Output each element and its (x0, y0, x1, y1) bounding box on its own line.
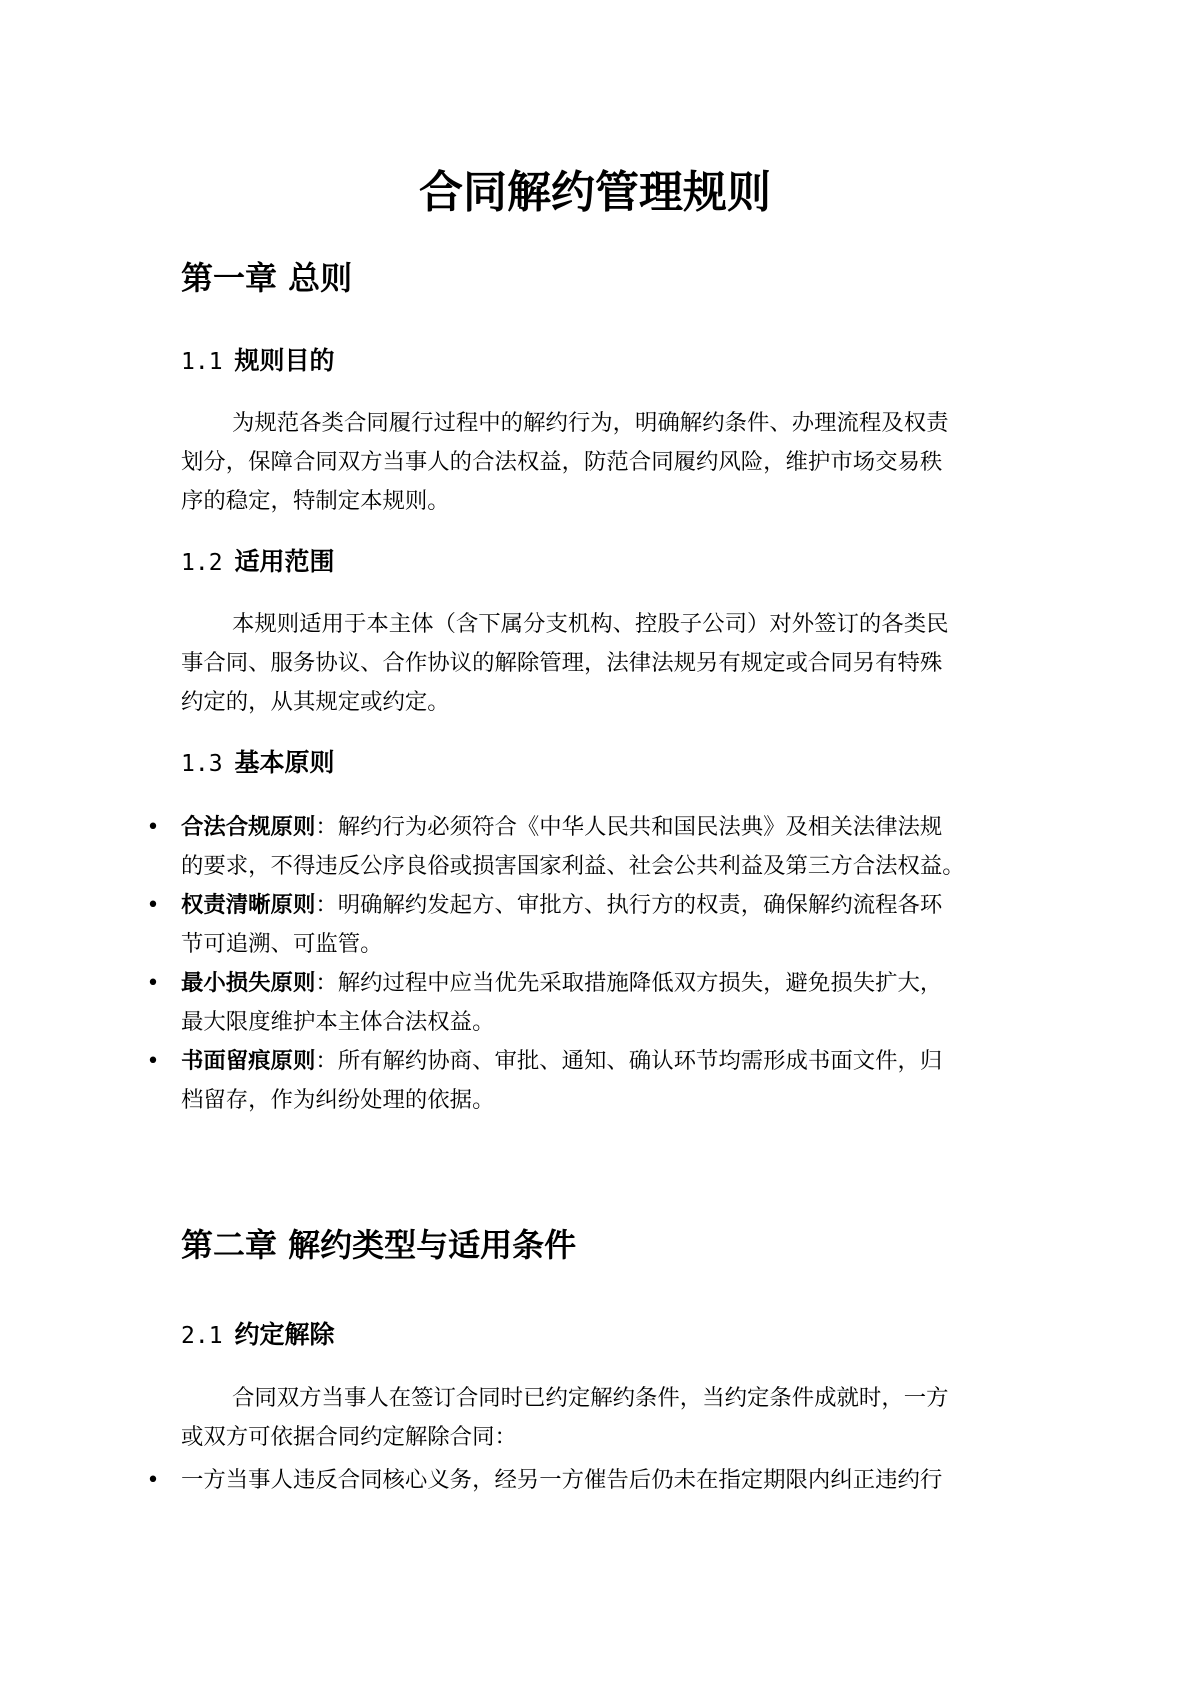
chapter-1-heading: 第一章 总则 (181, 259, 353, 297)
list-item (146, 886, 1013, 964)
chapter-2-heading: 第二章 解约类型与适用条件 (181, 1226, 577, 1264)
list-item-line: 节可追溯、可监管。 (181, 931, 383, 957)
section-1-1-paragraph (181, 404, 1013, 521)
section-number: 1.2 (181, 550, 223, 576)
paragraph-line: 划分，保障合同双方当事人的合法权益，防范合同履约风险，维护市场交易秩 (181, 449, 943, 475)
section-1-3-heading (181, 746, 335, 781)
bullet-icon: • (146, 815, 160, 840)
list-item-text: ：所有解约协商、审批、通知、确认环节均需形成书面文件，归 (315, 1048, 943, 1074)
paragraph-line: 事合同、服务协议、合作协议的解除管理，法律法规另有规定或合同另有特殊 (181, 650, 943, 676)
list-item-line: 档留存，作为纠纷处理的依据。 (181, 1087, 495, 1113)
list-item-lead: 最小损失原则 (181, 970, 316, 996)
list-item-line: 的要求，不得违反公序良俗或损害国家利益、社会公共利益及第三方合法权益。 (181, 853, 965, 879)
section-title: 适用范围 (234, 547, 335, 576)
bullet-icon: • (146, 1049, 160, 1074)
list-item-text: ：明确解约发起方、审批方、执行方的权责，确保解约流程各环 (315, 892, 943, 918)
paragraph-line: 合同双方当事人在签订合同时已约定解约条件，当约定条件成就时，一方 (232, 1385, 949, 1411)
section-1-2-heading (181, 545, 335, 580)
list-item-text: ：解约过程中应当优先采取措施降低双方损失，避免损失扩大， (315, 970, 943, 996)
bullet-icon: • (146, 971, 160, 996)
list-item-line (181, 964, 1013, 1003)
list-item (146, 808, 1013, 886)
section-title: 规则目的 (234, 346, 335, 375)
termination-conditions-list (146, 1461, 1013, 1500)
section-number: 1.1 (181, 349, 223, 375)
document-title: 合同解约管理规则 (419, 167, 771, 218)
list-item-line: 最大限度维护本主体合法权益。 (181, 1009, 495, 1035)
paragraph-line: 本规则适用于本主体（含下属分支机构、控股子公司）对外签订的各类民 (232, 611, 949, 637)
section-title: 基本原则 (234, 748, 335, 777)
bullet-icon: • (146, 1468, 160, 1493)
section-number: 2.1 (181, 1323, 223, 1349)
list-item (146, 1042, 1013, 1120)
list-item-lead: 书面留痕原则 (181, 1048, 316, 1074)
list-item-text: ：解约行为必须符合《中华人民共和国民法典》及相关法律法规 (315, 814, 943, 840)
section-1-2-paragraph (181, 605, 1013, 722)
paragraph-line: 为规范各类合同履行过程中的解约行为，明确解约条件、办理流程及权责 (232, 410, 949, 436)
section-2-1-heading (181, 1318, 335, 1353)
section-1-1-heading (181, 344, 335, 379)
list-item-line (181, 1042, 1013, 1081)
section-2-1-paragraph (181, 1379, 1013, 1457)
list-item (146, 1461, 1013, 1500)
section-number: 1.3 (181, 751, 223, 777)
paragraph-line: 序的稳定，特制定本规则。 (181, 488, 450, 514)
list-item-lead: 合法合规原则 (181, 814, 316, 840)
section-title: 约定解除 (234, 1320, 335, 1349)
list-item-line: 一方当事人违反合同核心义务，经另一方催告后仍未在指定期限内纠正违约行 (181, 1467, 943, 1493)
bullet-icon: • (146, 893, 160, 918)
list-item-line (181, 808, 1013, 847)
list-item-line (181, 886, 1013, 925)
list-item (146, 964, 1013, 1042)
principles-list (146, 808, 1013, 1120)
paragraph-line: 或双方可依据合同约定解除合同： (181, 1424, 517, 1450)
list-item-lead: 权责清晰原则 (181, 892, 316, 918)
paragraph-line: 约定的，从其规定或约定。 (181, 689, 450, 715)
